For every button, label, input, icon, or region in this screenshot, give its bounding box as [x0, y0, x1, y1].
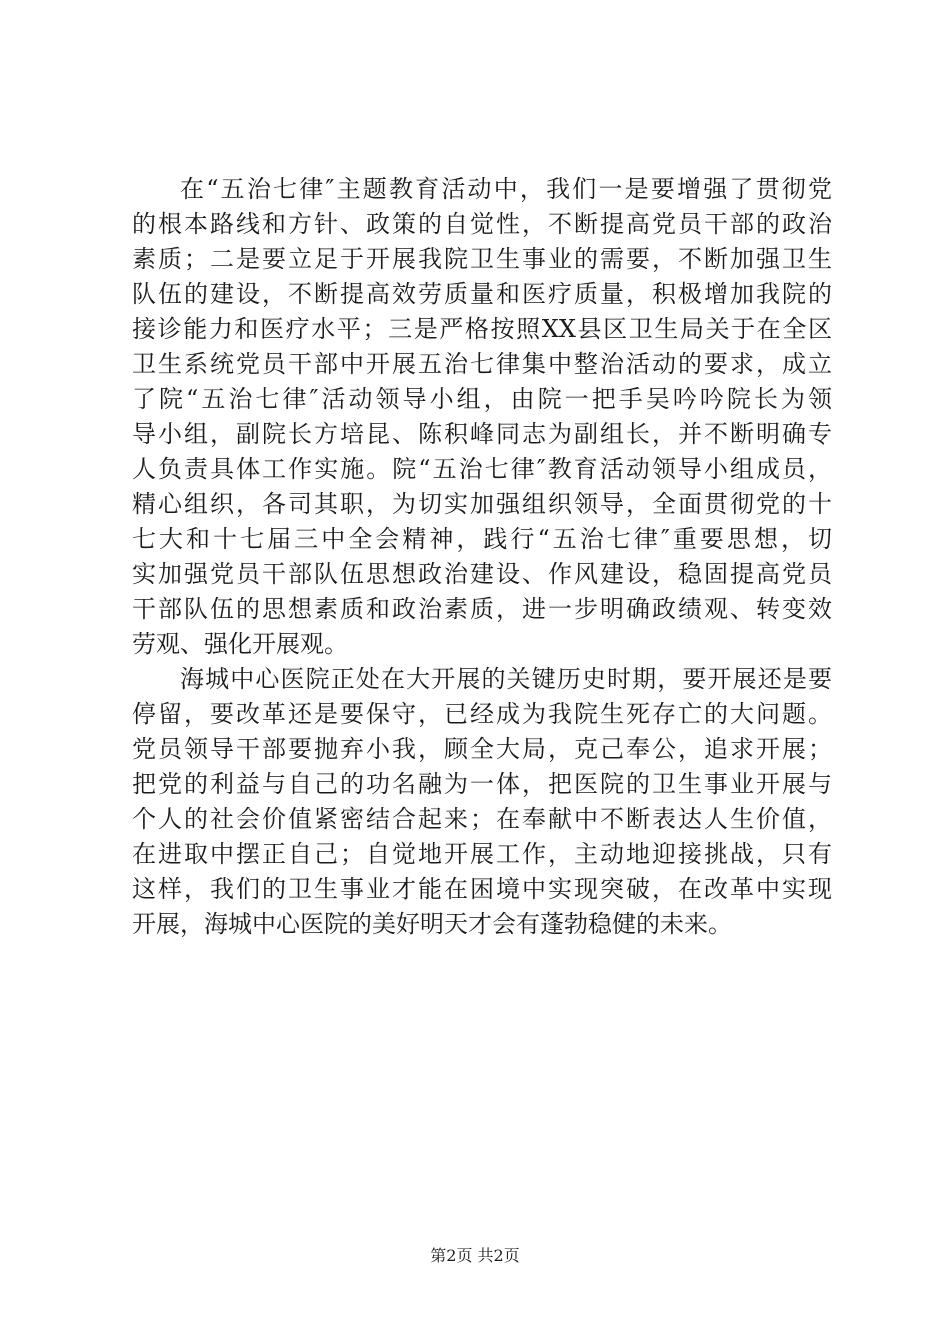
paragraph-line: 开展，海城中心医院的美好明天才会有蓬勃稳健的未来。 [132, 910, 732, 938]
paragraph-line: 海城中心医院正处在大开展的关键历史时期，要开展还是要 [180, 665, 832, 693]
paragraph-line: 这样，我们的卫生事业才能在困境中实现突破，在改革中实现 [132, 875, 832, 903]
page-number-footer: 第2页 共2页 [430, 1246, 520, 1265]
paragraph-line: 在“五治七律″主题教育活动中，我们一是要增强了贯彻党 [180, 175, 832, 203]
paragraph-line: 七大和十七届三中全会精神，践行“五治七律″重要思想，切 [132, 525, 832, 553]
paragraph-line: 停留，要改革还是要保守，已经成为我院生死存亡的大问题。 [132, 700, 832, 728]
paragraph-line: 卫生系统党员干部中开展五治七律集中整治活动的要求，成立 [132, 350, 832, 378]
paragraph-line: 接诊能力和医疗水平；三是严格按照XX县区卫生局关于在全区 [132, 315, 832, 343]
document-body [132, 172, 832, 942]
paragraph-line: 素质；二是要立足于开展我院卫生事业的需要，不断加强卫生 [132, 245, 832, 273]
paragraph-line: 了院“五治七律″活动领导小组，由院一把手吴吟吟院长为领 [132, 385, 832, 413]
paragraph-1 [132, 172, 832, 662]
paragraph-line: 党员领导干部要抛弃小我，顾全大局，克己奉公，追求开展； [132, 735, 832, 763]
paragraph-line: 精心组织，各司其职，为切实加强组织领导，全面贯彻党的十 [132, 490, 832, 518]
paragraph-2 [132, 662, 832, 942]
paragraph-line: 个人的社会价值紧密结合起来；在奉献中不断表达人生价值， [132, 805, 832, 833]
paragraph-line: 干部队伍的思想素质和政治素质，进一步明确政绩观、转变效 [132, 595, 832, 623]
paragraph-line: 在进取中摆正自己；自觉地开展工作，主动地迎接挑战，只有 [132, 840, 832, 868]
paragraph-line: 人负责具体工作实施。院“五治七律″教育活动领导小组成员， [132, 455, 832, 483]
paragraph-line: 导小组，副院长方培昆、陈积峰同志为副组长，并不断明确专 [132, 420, 832, 448]
paragraph-line: 的根本路线和方针、政策的自觉性，不断提高党员干部的政治 [132, 210, 832, 238]
paragraph-line: 劳观、强化开展观。 [132, 630, 348, 658]
paragraph-line: 队伍的建设，不断提高效劳质量和医疗质量，积极增加我院的 [132, 280, 832, 308]
paragraph-line: 把党的利益与自己的功名融为一体，把医院的卫生事业开展与 [132, 770, 832, 798]
paragraph-line: 实加强党员干部队伍思想政治建设、作风建设，稳固提高党员 [132, 560, 832, 588]
